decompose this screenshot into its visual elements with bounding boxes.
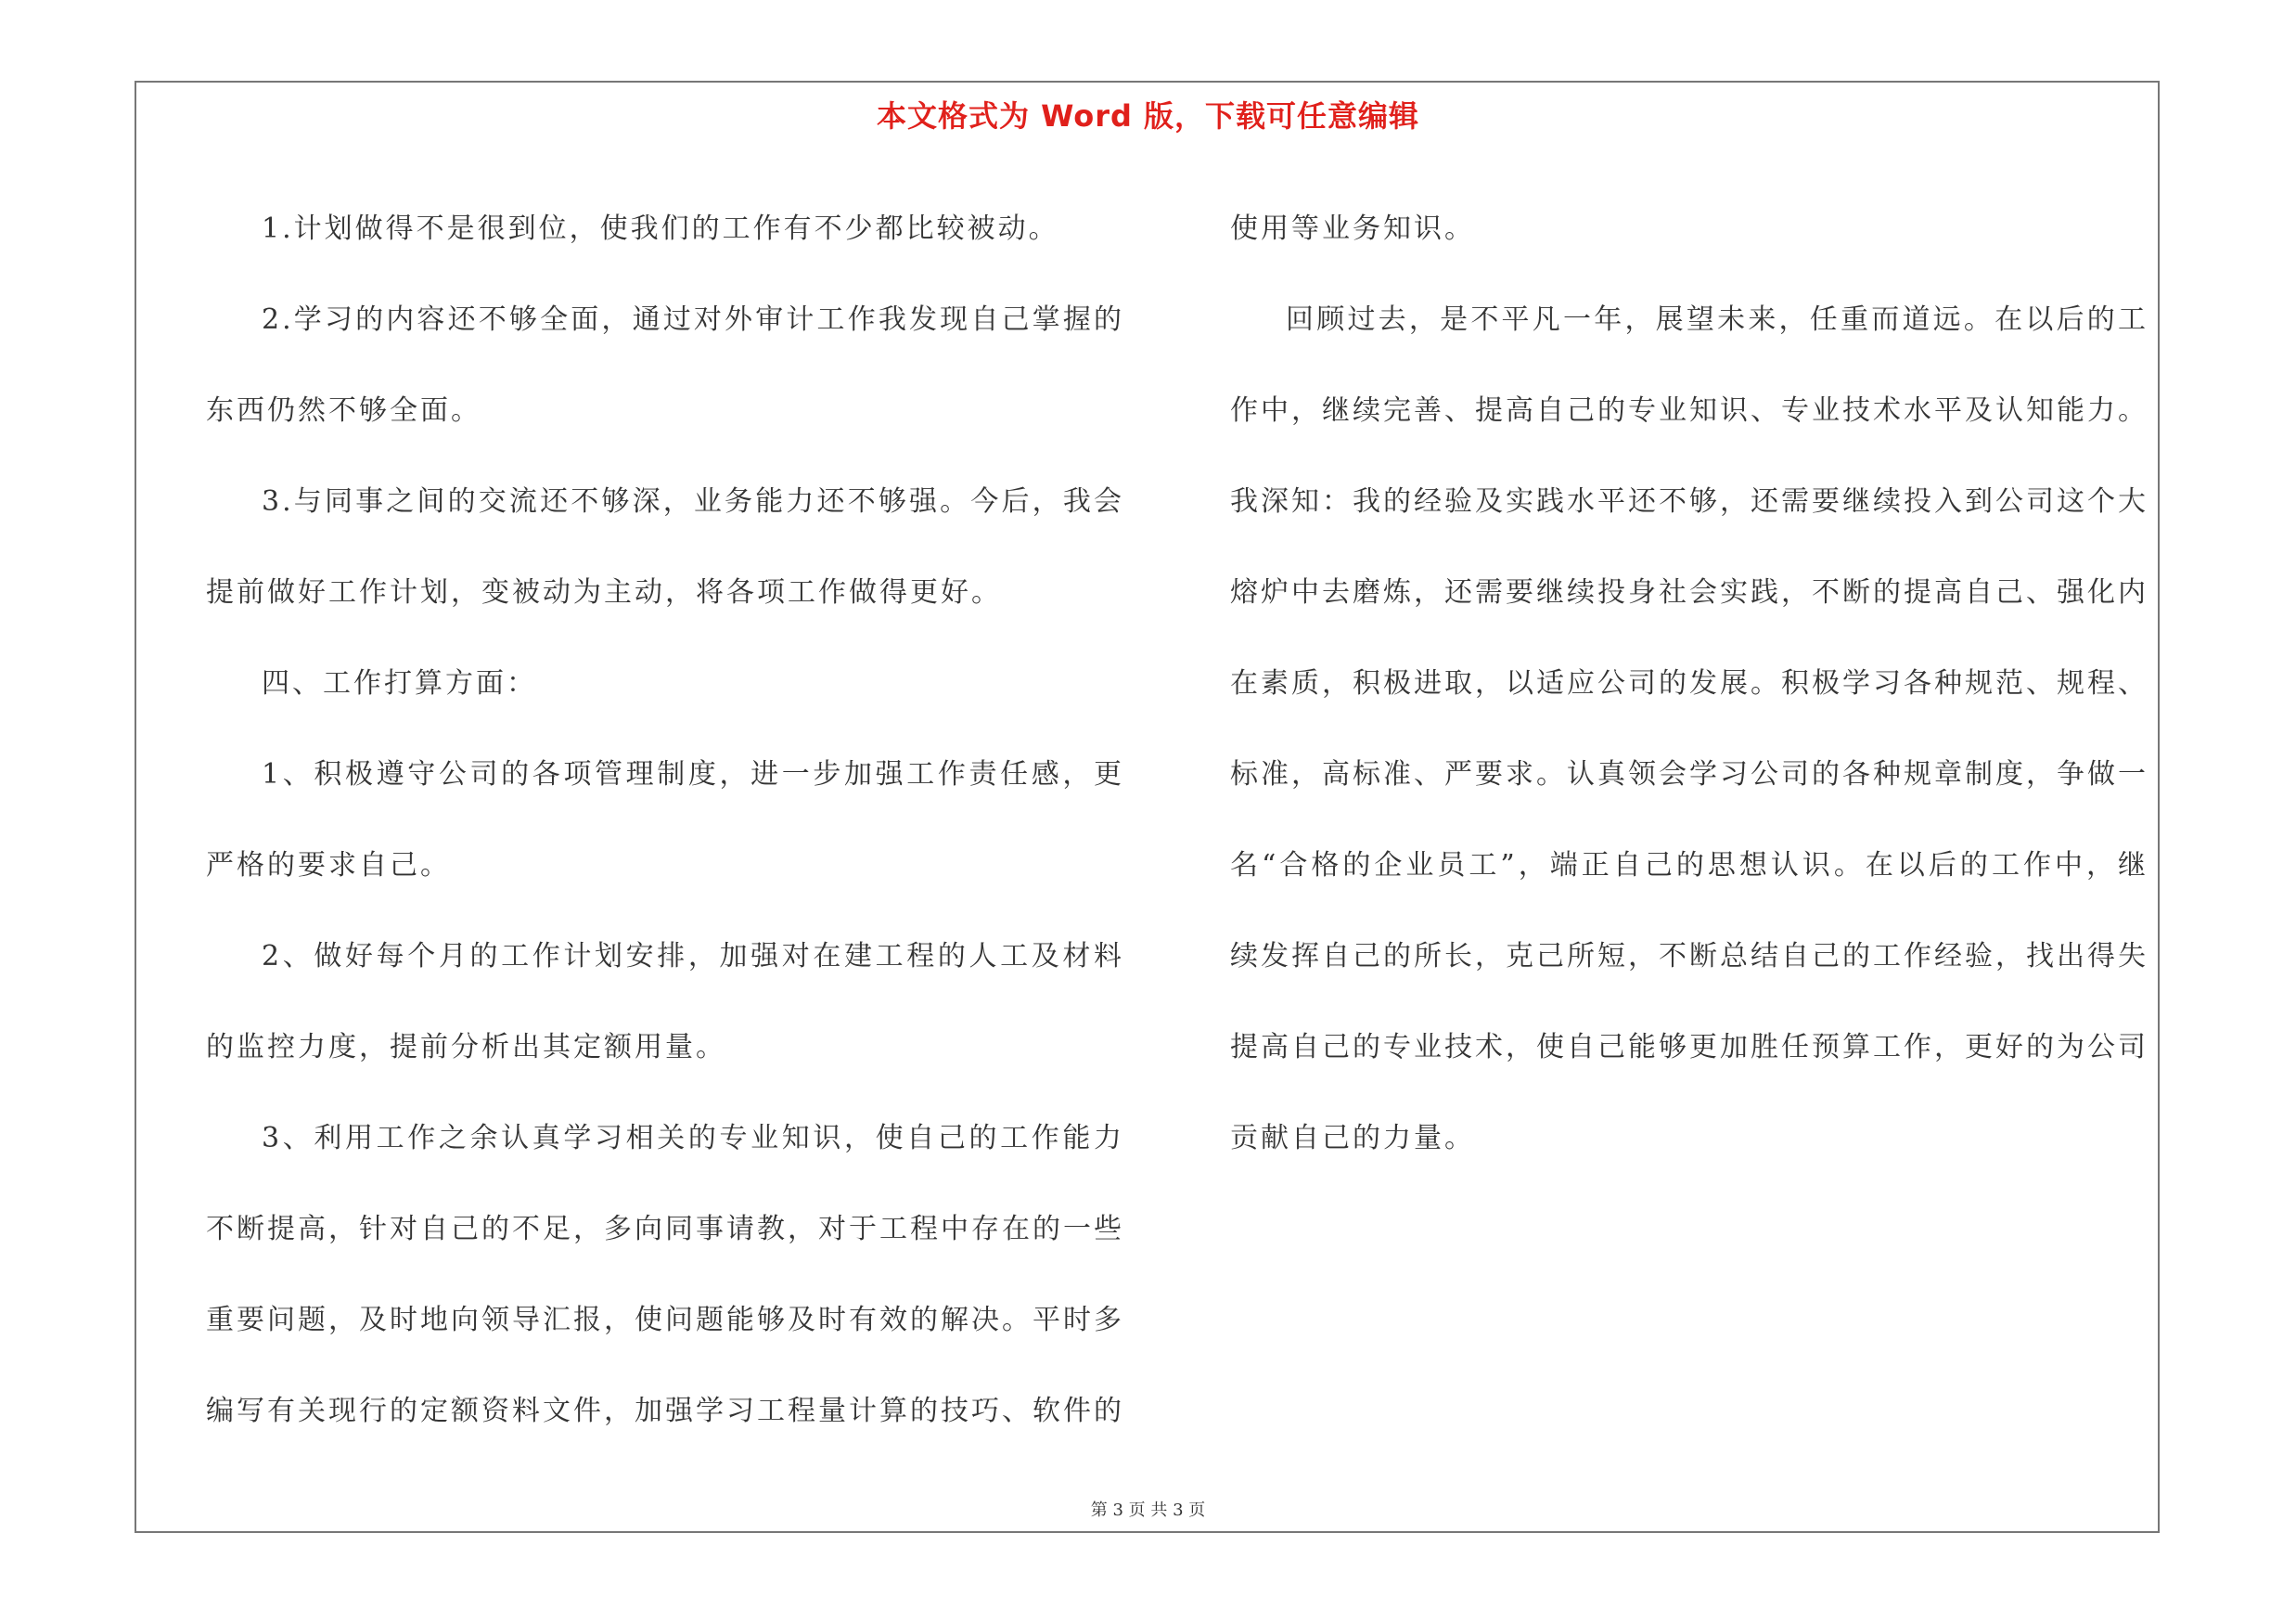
paragraph: 2.学习的内容还不够全面，通过对外审计工作我发现自己掌握的东西仍然不够全面。 <box>206 303 1124 427</box>
paragraph-continued: 使用等业务知识。 <box>1230 213 1475 245</box>
paragraph: 1、积极遵守公司的各项管理制度，进一步加强工作责任感，更严格的要求自己。 <box>206 758 1124 882</box>
left-column <box>206 184 1124 1457</box>
paragraph: 回顾过去，是不平凡一年，展望未来，任重而道远。在以后的工作中，继续完善、提高自己的专业知识、专业技术水平及认知能力。我深知：我的经验及实践水平还不够，还需要继续投入到公司这个大熔炉中去磨炼，还需要继续投身社会实践，不断的提高自己、强化内在素质，积极进取，以适应公司的发展。积极学习各种规范、规程、标准，高标准、严要求。认真领会学习公司的各种规章制度，争做一名“合格的企业员工”，端正自己的思想认识。在以后的工作中，继续发挥自己的所长，克己所短，不断总结自己的工作经验，找出得失提高自己的专业技术，使自己能够更加胜任预算工作，更好的为公司贡献自己的力量。 <box>1230 303 2148 1154</box>
paragraph: 2、做好每个月的工作计划安排，加强对在建工程的人工及材料的监控力度，提前分析出其定额用量。 <box>206 940 1124 1063</box>
header-banner: 本文格式为 Word 版，下载可任意编辑 <box>876 98 1420 134</box>
paragraph: 3.与同事之间的交流还不够深，业务能力还不够强。今后，我会提前做好工作计划，变被动为主动，将各项工作做得更好。 <box>206 485 1124 609</box>
paragraph: 3、利用工作之余认真学习相关的专业知识，使自己的工作能力不断提高，针对自己的不足，多向同事请教，对于工程中存在的一些重要问题，及时地向领导汇报，使问题能够及时有效的解决。平时多编写有关现行的定额资料文件，加强学习工程量计算的技巧、软件的 <box>206 1122 1124 1427</box>
section-heading: 四、工作打算方面： <box>262 667 537 700</box>
right-column <box>1230 184 2148 1184</box>
paragraph: 1.计划做得不是很到位，使我们的工作有不少都比较被动。 <box>262 213 1059 245</box>
page-number: 第 3 页 共 3 页 <box>1090 1501 1206 1520</box>
